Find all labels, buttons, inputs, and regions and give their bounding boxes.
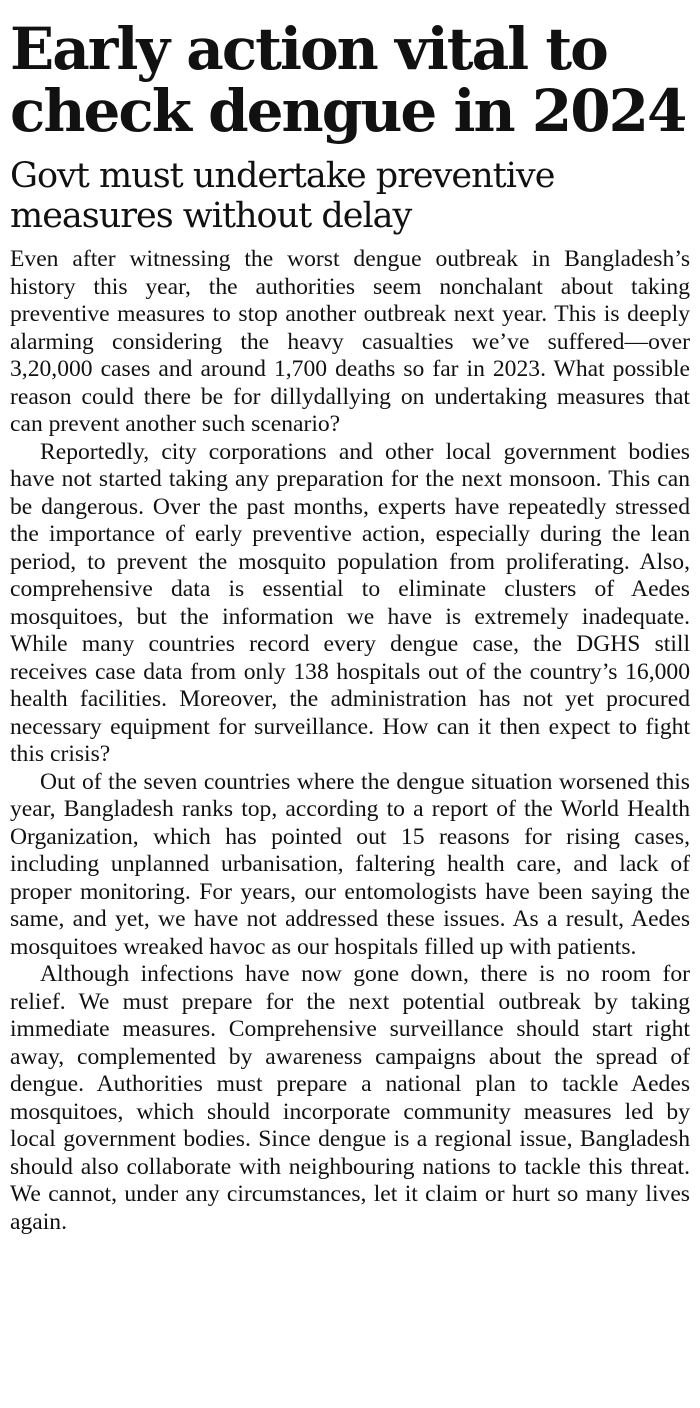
body-paragraph-4: Although infections have now gone down, there is no room for relief. We must prepare for the next potential outbreak by taking immediate measures. Comprehensive surveillance should start right away, complemented by awareness campaigns about the spread of dengue. Authorities must prepare a national plan to tackle Aedes mosquitoes, which should incorporate community measures led by local government bodies. Since dengue is a regional issue, Bangladesh should also collaborate with neighbouring nations to tackle this threat. We cannot, under any circumstances, let it claim or hurt so many lives again.	[10, 961, 690, 1235]
article-body	[10, 246, 690, 1236]
subheadline-line-1: Govt must undertake preventive	[10, 156, 555, 196]
subheadline	[10, 156, 690, 236]
body-paragraph-1: Even after witnessing the worst dengue outbreak in Bangladesh’s history this year, the authorities seem nonchalant about taking preventive measures to stop another outbreak next year. This is deeply alarming considering the heavy casualties we’ve suffered—over 3,20,000 cases and around 1,700 deaths so far in 2023. What possible reason could there be for dillydallying on undertaking measures that can prevent another such scenario?	[10, 246, 690, 437]
headline	[10, 15, 690, 145]
body-paragraph-3: Out of the seven countries where the dengue situation worsened this year, Bangladesh ranks top, according to a report of the World Health Organization, which has pointed out 15 reasons for rising cases, including unplanned urbanisation, faltering health care, and lack of proper monitoring. For years, our entomologists have been saying the same, and yet, we have not addressed these issues. As a result, Aedes mosquitoes wreaked havoc as our hospitals filled up with patients.	[10, 768, 690, 960]
headline-line-2: check dengue in 2024	[10, 77, 686, 145]
subheadline-line-2: measures without delay	[10, 196, 412, 236]
body-paragraph-2: Reportedly, city corporations and other local government bodies have not started taking any preparation for the next monsoon. This can be dangerous. Over the past months, experts have repeatedly stressed the importance of early preventive action, especially during the lean period, to prevent the mosquito population from proliferating. Also, comprehensive data is essential to eliminate clusters of Aedes mosquitoes, but the information we have is extremely inadequate. While many countries record every dengue case, the DGHS still receives case data from only 138 hospitals out of the country’s 16,000 health facilities. Moreover, the administration has not yet procured necessary equipment for surveillance. How can it then expect to fight this crisis?	[10, 438, 690, 767]
headline-line-1: Early action vital to	[10, 15, 607, 83]
